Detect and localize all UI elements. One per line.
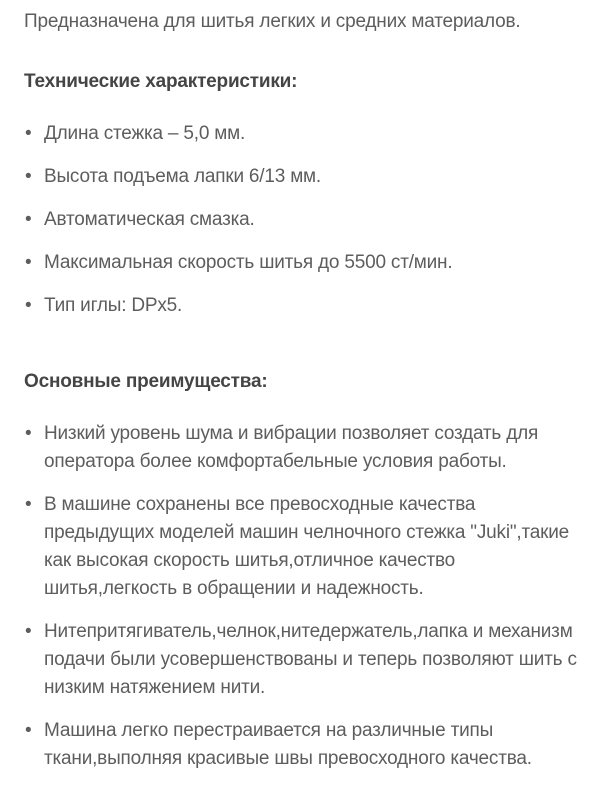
list-item-text: Тип иглы: DPx5. <box>44 295 183 316</box>
list-item <box>24 618 584 702</box>
bullet-icon: • <box>25 252 32 273</box>
bullet-icon: • <box>25 209 32 230</box>
bullet-icon: • <box>25 295 32 316</box>
section-specs <box>24 68 584 320</box>
list-item-text: Машина легко перестраивается на различные типы ткани,выполняя красивые швы превосходного качества. <box>44 720 532 769</box>
list-item <box>24 491 584 603</box>
list-item-text: Низкий уровень шума и вибрации позволяет создать для оператора более комфортабельные условия работы. <box>44 423 539 472</box>
list-item <box>24 292 584 320</box>
specs-list <box>24 120 584 320</box>
list-item <box>24 249 584 277</box>
bullet-icon: • <box>25 494 32 515</box>
list-item <box>24 717 584 773</box>
bullet-icon: • <box>25 720 32 741</box>
bullet-icon: • <box>25 621 32 642</box>
advantages-heading: Основные преимущества: <box>24 371 268 392</box>
bullet-icon: • <box>25 423 32 444</box>
list-item <box>24 420 584 476</box>
list-item-text: Высота подъема лапки 6/13 мм. <box>44 166 321 187</box>
list-item <box>24 163 584 191</box>
list-item-text: Максимальная скорость шитья до 5500 ст/мин. <box>44 252 453 273</box>
section-advantages <box>24 368 584 773</box>
list-item <box>24 206 584 234</box>
bullet-icon: • <box>25 166 32 187</box>
list-item <box>24 120 584 148</box>
bullet-icon: • <box>25 123 32 144</box>
list-item-text: Нитепритягиватель,челнок,нитедержатель,лапка и механизм подачи были усовершенствованы и теперь позволяют шить с низким натяжением нити. <box>44 621 577 698</box>
list-item-text: Автоматическая смазка. <box>44 209 255 230</box>
advantages-list <box>24 420 584 773</box>
list-item-text: В машине сохранены все превосходные качества предыдущих моделей машин челночного стежка "Juki",такие как высокая скорость шитья,отличное качество шитья,легкость в обращении и надежность. <box>44 494 570 599</box>
specs-heading: Технические характеристики: <box>24 71 298 92</box>
list-item-text: Длина стежка – 5,0 мм. <box>44 123 246 144</box>
intro-text: Предназначена для шитья легких и средних материалов. <box>24 11 521 32</box>
